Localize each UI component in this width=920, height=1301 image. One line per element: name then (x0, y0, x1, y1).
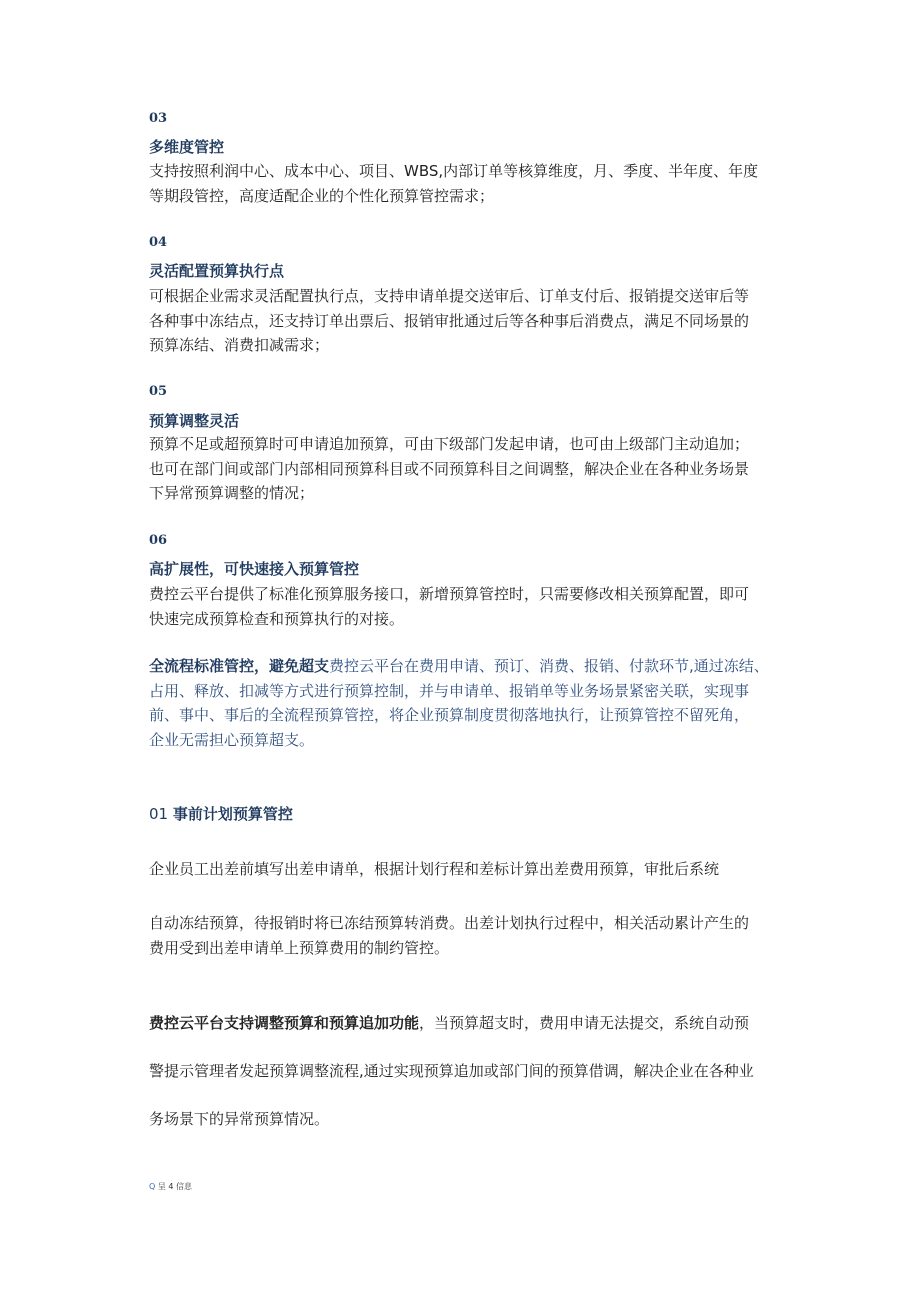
body-line: 各种事中冻结点，还支持订单出票后、报销审批通过后等各种事后消费点，满足不同场景的 (149, 311, 750, 330)
body-line: 等期段管控，高度适配企业的个性化预算管控需求； (149, 186, 495, 205)
body-line: 支持按照利润中心、成本中心、项目、WBS,内部订单等核算维度，月、季度、半年度、年度 (149, 162, 759, 180)
section-heading: 多维度管控 (149, 138, 225, 156)
full-process-line: 企业无需担心预算超支。 (149, 730, 315, 749)
section-number: 06 (149, 533, 168, 548)
pre-plan-title: 事前计划预算管控 (172, 805, 293, 823)
adjust-feature-bold: 费控云平台支持调整预算和预算追加功能 (149, 1014, 420, 1032)
body-line: 下异常预算调整的情况； (149, 484, 315, 502)
q-logo-icon: Q (149, 1182, 156, 1191)
pre-plan-prefix: 01 (149, 805, 173, 823)
pre-plan-line: 费用受到出差申请单上预算费用的制约管控。 (149, 938, 450, 957)
pre-plan-paragraph-1: 企业员工出差前填写出差申请单，根据计划行程和差标计算出差费用预算，审批后系统 (149, 860, 720, 878)
section-heading: 预算调整灵活 (149, 412, 240, 430)
section-body (149, 159, 774, 208)
section-body (149, 284, 774, 358)
section-heading: 高扩展性，可快速接入预算管控 (149, 560, 360, 578)
pre-plan-heading (149, 803, 293, 825)
section-body (149, 582, 774, 631)
footer-note (149, 1182, 192, 1192)
footer-text: 呈 4 信息 (157, 1182, 193, 1191)
section-number: 04 (149, 235, 168, 250)
pre-plan-paragraph-4: 警提示管理者发起预算调整流程,通过实现预算追加或部门间的预算借调，解决企业在各种业 (149, 1062, 754, 1080)
section-number: 03 (149, 111, 168, 126)
full-process-line: 占用、释放、扣减等方式进行预算控制，并与申请单、报销单等业务场景紧密关联，实现事 (149, 681, 750, 700)
pre-plan-paragraph-3 (149, 1011, 749, 1036)
section-heading: 灵活配置预算执行点 (149, 262, 285, 280)
body-line: 可根据企业需求灵活配置执行点，支持申请单提交送审后、订单支付后、报销提交送审后等 (149, 287, 750, 305)
full-process-bold: 全流程标准管控，避免超支 (149, 657, 330, 675)
body-line: 也可在部门间或部门内部相同预算科目或不同预算科目之间调整，解决企业在各种业务场景 (149, 459, 750, 478)
body-line: 预算不足或超预算时可申请追加预算，可由下级部门发起申请，也可由上级部门主动追加； (149, 435, 750, 453)
full-process-rest: 费控云平台在费用申请、预订、消费、报销、付款环节,通过冻结、 (329, 657, 769, 675)
body-line: 预算冻结、消费扣减需求； (149, 336, 330, 354)
section-body (149, 432, 774, 506)
body-line: 费控云平台提供了标准化预算服务接口，新增预算管控时，只需要修改相关预算配置，即可 (149, 585, 750, 603)
full-process-paragraph (149, 654, 774, 752)
full-process-first-line (149, 654, 774, 679)
pre-plan-line: 自动冻结预算，待报销时将已冻结预算转消费。出差计划执行过程中，相关活动累计产生的 (149, 914, 750, 932)
full-process-line: 前、事中、事后的全流程预算管控，将企业预算制度贯彻落地执行，让预算管控不留死角， (149, 706, 750, 724)
section-number: 05 (149, 384, 168, 399)
pre-plan-paragraph-5: 务场景下的异常预算情况。 (149, 1110, 330, 1128)
adjust-feature-rest: ，当预算超支时，费用申请无法提交，系统自动预 (419, 1014, 750, 1032)
body-line: 快速完成预算检查和预算执行的对接。 (149, 609, 405, 628)
pre-plan-paragraph-2 (149, 911, 749, 960)
